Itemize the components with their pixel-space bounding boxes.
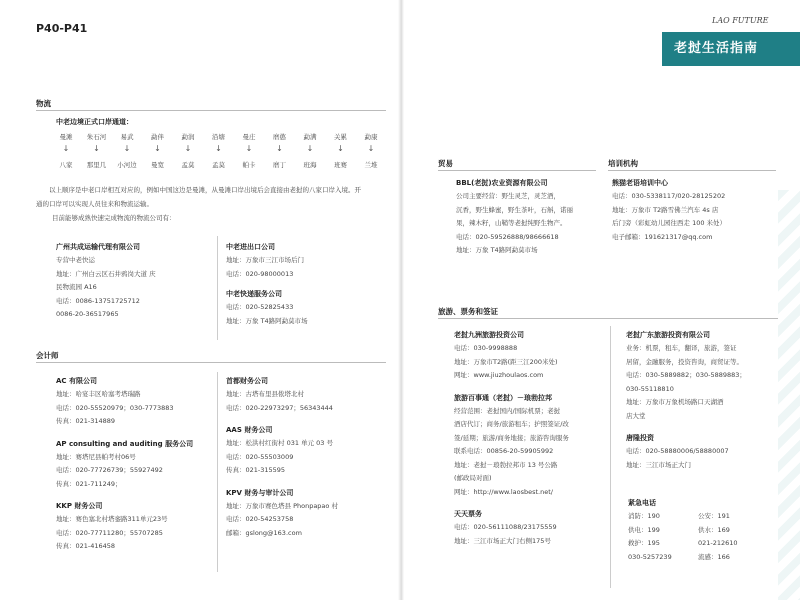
company-detail: 地址：万象 T4路阿勐莫市场 [456, 246, 538, 254]
section-title-tourism: 旅游、票务和签证 [438, 307, 498, 316]
emergency-title: 紧急电话 [628, 499, 656, 507]
company-name: 天天票务 [454, 510, 482, 518]
port-china: 曼庄 [242, 133, 256, 141]
company-name: 旅游百事通（老挝）－琅勃拉邦 [454, 393, 552, 402]
company-name: 唐隆投资 [626, 434, 654, 442]
company-detail: 居留，金融服务，投资咨询，商贸证等。 [626, 357, 743, 366]
logistics-left-companies [56, 240, 216, 322]
port-laos: 兰堆 [364, 161, 378, 169]
company-detail: 电话：020-77726739；55927492 [56, 466, 163, 474]
company-detail: 业务：机票，租车，翻译，旅游，签证 [626, 344, 737, 352]
company-detail: 电话：030-5889882；030-5889883； [626, 371, 746, 379]
company-name: AP consulting and auditing 服务公司 [56, 439, 194, 448]
ports-title: 中老边境正式口岸通道： [56, 118, 133, 126]
section-rule [438, 318, 778, 319]
company-detail: 传真：021-315595 [226, 466, 286, 474]
port-china: 勐润 [181, 133, 195, 141]
company-detail: 公司主要经营：野生灵芝，灵芝酒， [456, 192, 560, 200]
trade-company [456, 176, 598, 258]
down-arrow-icon: ↓ [367, 144, 375, 153]
emergency-cell: 流感：166 [698, 552, 730, 561]
emergency-row [628, 510, 776, 524]
company-detail: 网址：www.jiuzhoulaos.com [454, 371, 544, 379]
down-arrow-icon: ↓ [245, 144, 253, 153]
company-detail: 电话：020-55503009 [226, 452, 294, 461]
brand-banner: 老挝生活指南 [662, 32, 800, 66]
company-detail: 地址：三江市场正大门 [626, 460, 691, 469]
section-rule [36, 362, 386, 363]
company-detail: 酒店代订；商务/旅游租车；护照签证/改 [454, 420, 569, 428]
emergency-cell: 消防：190 [628, 512, 660, 520]
port-china: 勐满 [303, 133, 317, 141]
section-rule [36, 110, 386, 111]
company-detail: 后门旁（彩虹幼儿园往西走 100 米处） [612, 219, 727, 227]
down-arrow-icon: ↓ [123, 144, 131, 153]
down-arrow-icon: ↓ [62, 144, 70, 153]
port-laos: 小河边 [117, 161, 137, 169]
section-title-trade: 贸易 [438, 159, 453, 168]
tourism-left [454, 328, 608, 548]
company-detail: 地址：万象市赛色塔县 Phonpapao 村 [226, 501, 338, 510]
company-name: KKP 财务公司 [56, 502, 103, 510]
company-detail: 网址：http://www.laosbest.net/ [454, 487, 553, 496]
port-laos: 曼宽 [151, 161, 164, 169]
down-arrow-icon: ↓ [337, 144, 344, 153]
company-name: 首都财务公司 [226, 377, 268, 385]
company-name: 老挝九洲旅游投资公司 [454, 331, 524, 339]
company-detail: 电话：020-56111088/23175559 [454, 523, 557, 531]
emergency-cell: 供电：199 [628, 525, 660, 534]
company-detail: 邮箱：gslong@163.com [226, 528, 302, 537]
company-detail: 电话：020-59526888/98666618 [456, 232, 559, 241]
company-detail: 地址：万象 T4路阿勐莫市场 [226, 316, 308, 325]
accounting-left [56, 374, 216, 554]
tourism-right [626, 328, 778, 472]
emergency-cell: 救护：195 [628, 539, 660, 547]
company-detail: 店大堂 [626, 411, 646, 420]
company-detail: 电话：020-54253758 [226, 515, 294, 523]
company-detail: 电话：020-22973297；56343444 [226, 403, 333, 412]
company-detail: 地址：赛色塞北村塔銮路311单元23号 [56, 515, 168, 523]
logistics-intro: 目前能够成熟快速完成物流的物流公司有： [52, 214, 176, 222]
company-name: 广州共成运输代理有限公司 [56, 243, 140, 251]
port-china: 磨憨 [273, 133, 286, 141]
column-divider [217, 372, 218, 572]
company-detail: 电话：020-98000013 [226, 269, 294, 278]
company-name: BBL(老挝)农业资源有限公司 [456, 179, 548, 187]
company-detail: 传真：021-711249； [56, 479, 122, 488]
company-name: 中老快递服务公司 [226, 290, 282, 298]
company-detail: 地址：万象市三江市场后门 [226, 256, 304, 264]
emergency-row [628, 537, 776, 551]
company-name: 中老进出口公司 [226, 243, 275, 251]
port-china: 曼滩 [59, 133, 73, 141]
company-detail: 电话：0086-13751725712 [56, 296, 140, 305]
company-detail: 果，辣木籽，山鞘等老挝纯野生物产。 [456, 219, 567, 227]
company-detail: 地址：松洪村红街村 031 单元 03 号 [226, 439, 333, 447]
company-detail: 联系电话：00856-20-59905992 [454, 447, 554, 455]
column-divider [217, 236, 218, 340]
company-detail: 地址：万象市万象机场路口天湖酒 [626, 398, 724, 406]
company-detail: 专营中老快运 [56, 256, 95, 264]
emergency-cell: 030-5257239 [628, 552, 672, 561]
section-title-logistics: 物流 [36, 99, 51, 108]
section-rule [438, 170, 596, 171]
company-name: 老挝广东旅游投资有限公司 [626, 331, 710, 339]
company-detail: 地址：古塔布里县侬塔北村 [226, 390, 304, 398]
company-detail: 地址：三江市场正大门右侧175号 [454, 536, 551, 545]
port-laos: 帕卡 [242, 161, 256, 169]
port-china: 易武 [120, 133, 134, 141]
accounting-right [226, 374, 396, 540]
port-laos: 孟莫 [181, 161, 195, 169]
logistics-right-companies [226, 240, 396, 328]
company-name: AAS 财务公司 [226, 426, 273, 434]
emergency-row [628, 551, 776, 565]
section-title-accounting: 会计师 [36, 351, 59, 360]
port-china: 关累 [334, 133, 347, 141]
company-detail: 电子邮箱：191621317@qq.com [612, 232, 713, 241]
decorative-stripe [778, 190, 800, 600]
company-detail: 电话：020-52825433 [226, 303, 294, 311]
company-detail: 电话：030-9998888 [454, 344, 518, 352]
company-name: AC 有限公司 [56, 377, 97, 385]
company-detail: 签/延期；旅游/商务地接；旅游咨询服务 [454, 433, 569, 442]
port-china: 勐康 [364, 133, 378, 141]
port-laos: 磨丁 [273, 161, 286, 169]
emergency-cell: 供水：169 [698, 525, 730, 534]
company-detail: 地址：赛塔尼县帕考村06号 [56, 452, 136, 461]
port-laos: 孟莫 [212, 161, 225, 169]
column-divider [610, 326, 611, 588]
port-laos: 八家 [59, 161, 73, 169]
down-arrow-icon: ↓ [154, 144, 161, 153]
port-china: 勐伴 [151, 133, 164, 141]
company-detail: 电话：020-55520979；030-7773883 [56, 403, 174, 412]
company-detail: 0086-20-36517965 [56, 310, 119, 318]
company-name: 熊猫老语培训中心 [612, 179, 668, 187]
company-detail: 030-55118810 [626, 384, 674, 393]
port-laos: 班赛 [334, 161, 347, 169]
company-detail: 民物流园 A16 [56, 283, 97, 291]
down-arrow-icon: ↓ [306, 144, 314, 153]
company-detail: 传真：021-416458 [56, 542, 116, 550]
brand-english: LAO FUTURE [712, 16, 769, 25]
port-china: 沿塘 [212, 133, 225, 141]
down-arrow-icon: ↓ [276, 144, 283, 153]
company-detail: 地址：万象市 T2路雪佛兰汽车 4s 店 [612, 205, 719, 214]
port-laos: 那里几 [86, 161, 107, 169]
page-gutter [398, 0, 404, 600]
section-rule [608, 170, 776, 171]
company-detail: 沉香，野生蜂蜜，野生茶叶，石斛，诺丽 [456, 205, 573, 214]
port-china: 朱石河 [86, 133, 107, 141]
emergency-phones [628, 496, 776, 564]
emergency-row [628, 524, 776, 538]
company-detail: 地址：万象市T2路(距三江200米处) [454, 357, 558, 366]
port-laos: 班海 [303, 161, 317, 169]
company-detail: 电话：030-5338117/020-28125202 [612, 192, 726, 200]
down-arrow-icon: ↓ [93, 144, 100, 153]
emergency-cell: 021-212610 [698, 539, 738, 547]
company-detail: 经营范围：老挝国内/国际机票；老挝 [454, 406, 561, 415]
down-arrow-icon: ↓ [184, 144, 192, 153]
company-detail: 地址：老挝－琅勃拉邦市 13 号公路 [454, 460, 558, 469]
company-detail: 电话：020-77711280；55707285 [56, 528, 163, 537]
company-detail: 传真：021-314889 [56, 417, 116, 425]
company-detail: 地址：广州白云区石井鸦岗大道 庆 [56, 269, 156, 278]
page-number: P40-P41 [36, 22, 88, 35]
down-arrow-icon: ↓ [215, 144, 222, 153]
company-detail: 电话：020-58880006/58880007 [626, 447, 729, 455]
training-center [612, 176, 778, 244]
section-title-training: 培训机构 [608, 159, 638, 168]
logistics-paragraph: 以上顺序是中老口岸相互对应的，例如中国这边是曼滩，从曼滩口岸出境后会直接由老挝的八家口岸入境。开通的口岸可以实现人员往来和物流运输。 [36, 186, 361, 208]
company-detail: (邮政局对面) [454, 474, 492, 482]
company-detail: 地址：哈宴丰区哈塞考塔瑞路 [56, 390, 141, 398]
company-name: KPV 财务与审计公司 [226, 488, 294, 497]
emergency-cell: 公安：191 [698, 512, 730, 520]
